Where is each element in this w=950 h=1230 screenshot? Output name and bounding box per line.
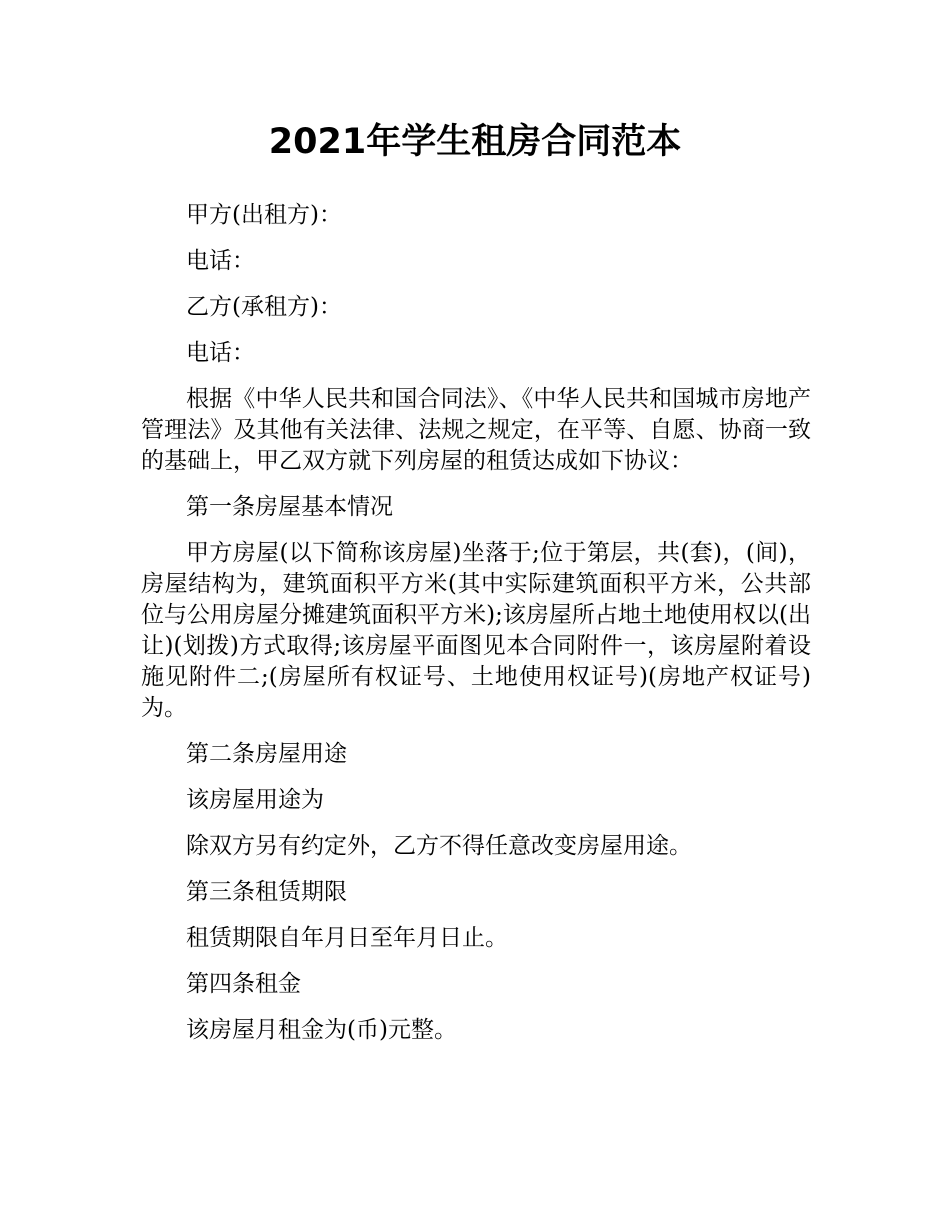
article-1-heading: 第一条房屋基本情况 — [186, 494, 393, 520]
preamble-paragraph: 根据《中华人民共和国合同法》、《中华人民共和国城市房地产管理法》及其他有关法律、法规之规定，在平等、自愿、协商一致的基础上，甲乙双方就下列房屋的租赁达成如下协议： — [141, 386, 811, 474]
party-b-phone-line: 电话： — [186, 340, 255, 366]
article-2-heading: 第二条房屋用途 — [186, 741, 347, 767]
document-title: 2021年学生租房合同范本 — [268, 122, 682, 162]
article-3-term-line: 租赁期限自年月日至年月日止。 — [186, 925, 508, 951]
article-2-restriction-line: 除双方另有约定外，乙方不得任意改变房屋用途。 — [186, 833, 692, 859]
party-b-line: 乙方(承租方)： — [186, 294, 342, 320]
article-3-heading: 第三条租赁期限 — [186, 879, 347, 905]
party-a-line: 甲方(出租方)： — [186, 202, 342, 228]
article-4-rent-line: 该房屋月租金为(币)元整。 — [186, 1017, 457, 1043]
article-2-usage-line: 该房屋用途为 — [186, 787, 324, 813]
party-a-phone-line: 电话： — [186, 248, 255, 274]
document-body — [141, 200, 811, 1061]
article-1-paragraph: 甲方房屋(以下简称该房屋)坐落于;位于第层，共(套)，(间)，房屋结构为，建筑面积平方米(其中实际建筑面积平方米，公共部位与公用房屋分摊建筑面积平方米);该房屋所占地土地使用权以(出让)(划拨)方式取得;该房屋平面图见本合同附件一，该房屋附着设施见附件二;(房屋所有权证号、土地使用权证号)(房地产权证号)为。 — [141, 540, 811, 721]
article-4-heading: 第四条租金 — [186, 971, 301, 997]
